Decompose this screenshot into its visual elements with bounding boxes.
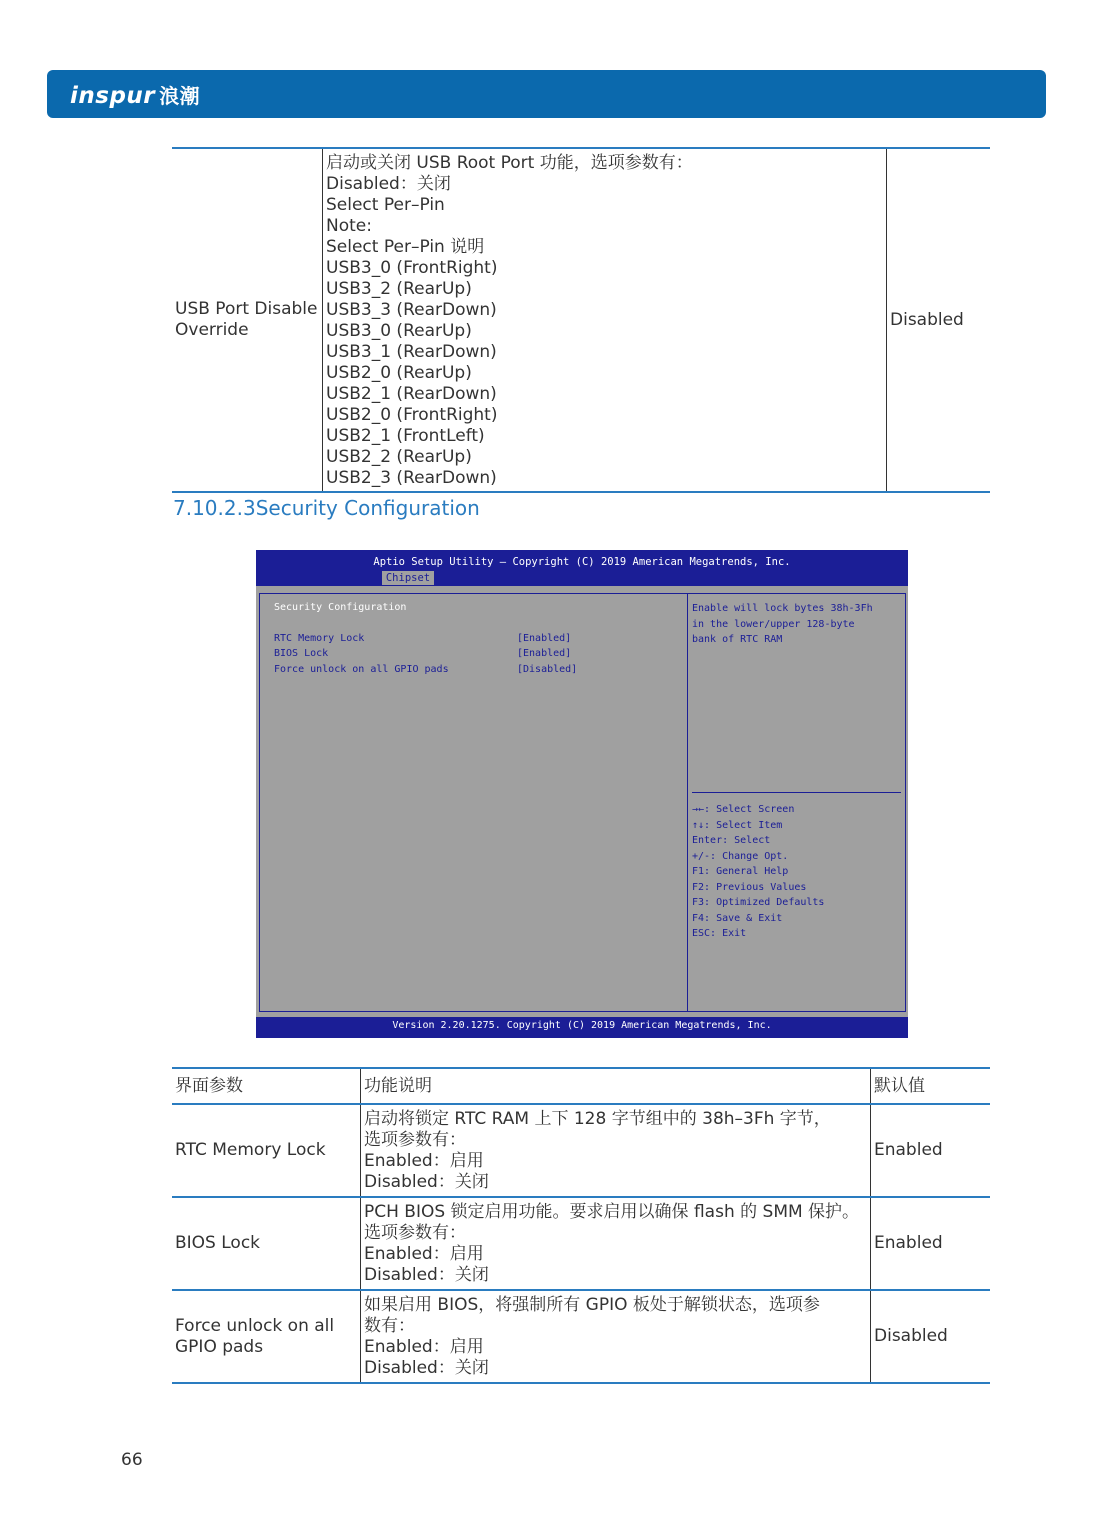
usb-desc-line: USB2_3 (RearDown) [326,468,497,488]
desc-line: Disabled：关闭 [364,1264,489,1285]
bios-item-rtc-memory-lock[interactable]: RTC Memory Lock [274,633,365,644]
bios-title: Aptio Setup Utility – Copyright (C) 2019 American Megatrends, Inc. [373,556,791,568]
desc-line: Enabled：启用 [364,1150,484,1171]
bios-item-bios-lock[interactable]: BIOS Lock [274,648,329,659]
bios-key-line: ESC: Exit [692,928,747,939]
bios-key-line: Enter: Select [692,835,771,846]
param-default: Enabled [871,1104,991,1197]
desc-line: Disabled：关闭 [364,1171,489,1192]
desc-line: 数有： [364,1315,415,1336]
usb-desc-line: USB2_1 (RearDown) [326,384,497,404]
bios-key-legend [692,802,824,942]
param-default: Enabled [871,1197,991,1290]
bios-key-line: +/-: Change Opt. [692,850,789,862]
desc-line: 启动将锁定 RTC RAM 上下 128 字节组中的 38h–3Fh 字节， [364,1108,831,1129]
header-default: 默认值 [871,1068,991,1104]
bios-key-line: ↑↓: Select Item [692,819,783,831]
table-row [172,1290,990,1383]
table-header-row [172,1068,990,1104]
usb-desc-line: USB2_0 (RearUp) [326,363,472,383]
bios-key-line: F3: Optimized Defaults [692,897,825,908]
usb-default-cell [887,148,991,492]
logo-text: inspur [70,83,156,109]
bios-footer: Version 2.20.1275. Copyright (C) 2019 American Megatrends, Inc. [392,1020,772,1031]
header-param: 界面参数 [172,1068,361,1104]
usb-desc-line: Note: [326,216,372,236]
usb-desc-line: USB3_0 (FrontRight) [326,258,498,278]
param-description [361,1197,871,1290]
usb-desc-line: USB2_1 (FrontLeft) [326,426,485,446]
bios-value-rtc-memory-lock[interactable]: [Enabled] [517,633,572,644]
bios-section-title: Security Configuration [274,602,407,613]
bios-value-bios-lock[interactable]: [Enabled] [517,648,572,659]
usb-default: Disabled [890,309,964,330]
desc-line: 如果启用 BIOS，将强制所有 GPIO 板处于解锁状态，选项参 [364,1294,820,1315]
desc-line: Enabled：启用 [364,1336,484,1357]
bios-key-line: F1: General Help [692,866,789,877]
table-row [172,1197,990,1290]
usb-param: USB Port Disable Override [175,299,318,340]
param-description [361,1290,871,1383]
bios-key-line: F2: Previous Values [692,881,807,893]
usb-desc-line: USB2_2 (RearUp) [326,447,472,467]
usb-desc-line: 启动或关闭 USB Root Port 功能，选项参数有： [326,153,693,173]
desc-line: PCH BIOS 锁定启用功能。要求启用以确保 flash 的 SMM 保护。 [364,1201,860,1222]
desc-line: Disabled：关闭 [364,1357,489,1378]
usb-param-cell [172,148,323,492]
param-name: RTC Memory Lock [172,1104,361,1197]
table-row [172,1104,990,1197]
param-name: Force unlock on all GPIO pads [175,1315,335,1357]
bios-key-line: →←: Select Screen [692,804,795,815]
bios-divider [687,593,688,1012]
usb-desc-line: USB2_0 (FrontRight) [326,405,498,425]
desc-line: 选项参数有： [364,1222,466,1243]
usb-desc-line: Select Per–Pin 说明 [326,237,485,257]
logo-cn: 浪潮 [159,84,201,108]
usb-desc-line: Disabled：关闭 [326,174,451,194]
param-default: Disabled [871,1290,991,1383]
section-title: 7.10.2.3Security Configuration [173,496,480,520]
bios-item-force-unlock-gpio[interactable]: Force unlock on all GPIO pads [274,664,449,675]
desc-line: 选项参数有： [364,1129,466,1150]
desc-line: Enabled：启用 [364,1243,484,1264]
header-description: 功能说明 [361,1068,871,1104]
usb-desc-line: USB3_3 (RearDown) [326,300,497,320]
param-name: BIOS Lock [172,1197,361,1290]
usb-desc-line: USB3_2 (RearUp) [326,279,472,299]
bios-tab-chipset[interactable]: Chipset [382,571,434,585]
usb-desc-line: USB3_0 (RearUp) [326,321,472,341]
bios-help-text: Enable will lock bytes 38h-3Fh in the lower/upper 128-byte bank of RTC RAM [692,603,873,645]
usb-description-cell [323,148,887,492]
inspur-logo [70,80,200,109]
usb-table [172,147,990,493]
bios-value-force-unlock-gpio[interactable]: [Disabled] [517,664,578,675]
page-number: 66 [121,1450,143,1470]
usb-desc-line: USB3_1 (RearDown) [326,342,497,362]
usb-desc-line: Select Per–Pin [326,195,445,215]
bios-help-separator [692,792,901,793]
param-table [172,1067,990,1384]
bios-key-line: F4: Save & Exit [692,912,783,924]
bios-screen [256,550,908,1038]
param-description [361,1104,871,1197]
